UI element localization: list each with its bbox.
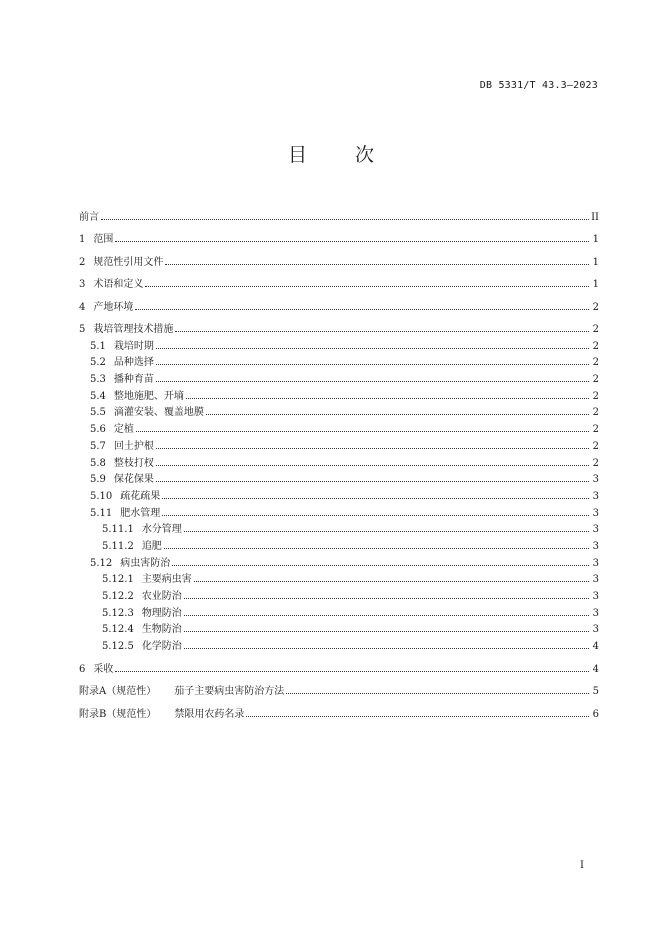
toc-entry-label xyxy=(90,420,134,435)
toc-entry-label xyxy=(79,660,113,675)
toc-entry-text: 栽培管理技术措施 xyxy=(93,324,174,335)
toc-entry[interactable] xyxy=(79,585,599,602)
toc-entry[interactable] xyxy=(79,535,599,552)
toc-entry[interactable] xyxy=(79,485,599,502)
table-of-contents xyxy=(79,200,599,720)
toc-entry-label xyxy=(102,537,162,552)
dot-leader xyxy=(184,630,589,632)
toc-entry-number: 6 xyxy=(79,663,86,675)
dot-leader xyxy=(156,447,589,449)
toc-entry-label xyxy=(79,298,133,313)
toc-entry[interactable] xyxy=(79,335,599,352)
toc-entry-page: 3 xyxy=(592,574,599,586)
toc-entry-number: 5.12.3 xyxy=(102,607,134,619)
dot-leader xyxy=(156,464,589,466)
toc-entry-page: 2 xyxy=(592,407,599,419)
toc-entry[interactable] xyxy=(79,675,599,698)
toc-entry-text: 前言 xyxy=(79,211,99,223)
toc-entry-page: 2 xyxy=(592,301,599,313)
toc-entry-page: 4 xyxy=(592,663,599,675)
toc-entry-text: 物理防治 xyxy=(141,607,182,619)
toc-entry-text: 生物防治 xyxy=(141,624,182,636)
toc-entry-label xyxy=(79,253,163,268)
toc-entry[interactable] xyxy=(79,245,599,268)
toc-entry-number: 4 xyxy=(79,301,86,313)
toc-entry-page: II xyxy=(591,211,599,223)
dot-leader xyxy=(115,240,589,242)
toc-entry-page: 2 xyxy=(592,390,599,402)
toc-entry-text: 术语和定义 xyxy=(93,279,144,290)
toc-entry-text: 疏花疏果 xyxy=(120,490,161,502)
toc-entry-label xyxy=(90,403,204,418)
dot-leader xyxy=(175,330,589,332)
toc-entry-number: 5.11.2 xyxy=(102,540,134,552)
toc-entry-text: 主要病虫害 xyxy=(141,574,192,586)
dot-leader xyxy=(194,580,589,582)
toc-entry[interactable] xyxy=(79,200,599,223)
toc-entry-text: 滴灌安装、覆盖地膜 xyxy=(113,407,204,419)
toc-entry[interactable] xyxy=(79,569,599,586)
toc-entry-label xyxy=(90,353,154,368)
dot-leader xyxy=(184,597,589,599)
toc-entry-text: 茄子主要病虫害防治方法 xyxy=(174,686,285,698)
toc-entry-label xyxy=(102,604,182,619)
toc-entry-number: 5.2 xyxy=(90,357,106,369)
toc-entry-label xyxy=(79,208,99,223)
toc-entry-page: 1 xyxy=(592,256,599,268)
toc-entry-text: 追肥 xyxy=(141,540,162,552)
toc-entry-label xyxy=(102,570,192,585)
toc-entry-label xyxy=(79,320,173,335)
dot-leader xyxy=(186,397,589,399)
toc-entry-page: 3 xyxy=(592,507,599,519)
toc-entry-page: 4 xyxy=(592,641,599,653)
dot-leader xyxy=(184,530,589,532)
toc-entry-number: 5.5 xyxy=(90,407,106,419)
toc-entry[interactable] xyxy=(79,519,599,536)
toc-entry-number: 附录A（规范性） xyxy=(79,686,157,698)
toc-entry-number: 5.4 xyxy=(90,390,106,402)
toc-entry-text: 定植 xyxy=(113,424,134,436)
toc-entry-label xyxy=(102,587,182,602)
toc-entry-text: 整地施肥、开墒 xyxy=(113,390,184,402)
toc-entry-number: 5.12 xyxy=(90,557,113,569)
toc-entry-page: 2 xyxy=(592,324,599,335)
toc-entry-text: 保花保果 xyxy=(113,474,154,486)
toc-entry-number: 5.7 xyxy=(90,440,106,452)
toc-entry-page: 6 xyxy=(592,708,599,720)
toc-entry-number: 5.3 xyxy=(90,374,106,386)
dot-leader xyxy=(136,430,589,432)
dot-leader xyxy=(165,263,589,265)
toc-entry-number: 5.11 xyxy=(90,507,113,519)
toc-entry-page: 1 xyxy=(592,234,599,245)
toc-entry[interactable] xyxy=(79,697,599,720)
toc-entry-text: 播种育苗 xyxy=(113,374,154,386)
toc-entry[interactable] xyxy=(79,602,599,619)
toc-entry-number: 5.12.1 xyxy=(102,574,134,586)
dot-leader xyxy=(184,647,589,649)
toc-entry-label xyxy=(90,470,154,485)
toc-entry-label xyxy=(102,620,182,635)
toc-entry-text: 农业防治 xyxy=(141,591,182,602)
toc-entry-page: 3 xyxy=(592,474,599,486)
toc-entry-number: 1 xyxy=(79,234,86,245)
toc-entry-label xyxy=(90,437,154,452)
dot-leader xyxy=(172,564,589,566)
toc-entry-number: 3 xyxy=(79,279,86,290)
toc-entry[interactable] xyxy=(79,619,599,636)
toc-entry-number: 5.12.2 xyxy=(102,591,134,602)
toc-entry-page: 3 xyxy=(592,524,599,536)
toc-entry[interactable] xyxy=(79,452,599,469)
dot-leader xyxy=(101,218,589,220)
toc-entry[interactable] xyxy=(79,368,599,385)
toc-entry-text: 品种选择 xyxy=(113,357,154,369)
toc-entry-label xyxy=(90,554,170,569)
toc-entry-page: 3 xyxy=(592,607,599,619)
toc-entry-text: 禁限用农药名录 xyxy=(174,708,245,720)
toc-entry-label xyxy=(90,370,154,385)
page-title: 目次 xyxy=(287,144,422,166)
toc-entry-page: 2 xyxy=(592,340,599,352)
dot-leader xyxy=(162,514,589,516)
toc-entry-page: 2 xyxy=(592,424,599,436)
toc-entry-number: 2 xyxy=(79,256,86,268)
toc-entry-label xyxy=(102,520,182,535)
toc-entry-page: 2 xyxy=(592,440,599,452)
toc-entry[interactable] xyxy=(79,385,599,402)
toc-entry-text: 范围 xyxy=(93,234,114,245)
dot-leader xyxy=(286,692,589,694)
toc-entry-text: 回土护根 xyxy=(113,440,154,452)
dot-leader xyxy=(115,670,589,672)
dot-leader xyxy=(184,614,589,616)
toc-entry-text: 规范性引用文件 xyxy=(93,256,164,268)
toc-entry-page: 1 xyxy=(592,279,599,290)
toc-entry[interactable] xyxy=(79,223,599,246)
toc-entry-label xyxy=(90,337,154,352)
toc-entry-text: 栽培时期 xyxy=(113,340,154,352)
dot-leader xyxy=(206,413,589,415)
toc-entry[interactable] xyxy=(79,290,599,313)
dot-leader xyxy=(156,380,589,382)
toc-entry-label xyxy=(79,705,244,720)
toc-entry-label xyxy=(90,454,154,469)
toc-entry-label xyxy=(79,230,113,245)
toc-entry-number: 5.8 xyxy=(90,457,106,469)
toc-entry-page: 3 xyxy=(592,490,599,502)
toc-entry[interactable] xyxy=(79,418,599,435)
toc-entry-page: 3 xyxy=(592,557,599,569)
dot-leader xyxy=(135,308,589,310)
toc-entry-label xyxy=(90,387,184,402)
dot-leader xyxy=(162,497,589,499)
toc-entry[interactable] xyxy=(79,313,599,336)
toc-entry[interactable] xyxy=(79,552,599,569)
toc-entry-number: 5.9 xyxy=(90,474,106,486)
toc-entry[interactable] xyxy=(79,352,599,369)
toc-entry-number: 5.12.5 xyxy=(102,641,134,653)
toc-entry-page: 2 xyxy=(592,457,599,469)
dot-leader xyxy=(246,715,589,717)
toc-entry-text: 产地环境 xyxy=(93,301,134,313)
toc-entry[interactable] xyxy=(79,435,599,452)
toc-entry-text: 整枝打杈 xyxy=(113,457,154,469)
toc-entry-label xyxy=(90,487,160,502)
toc-entry-page: 3 xyxy=(592,540,599,552)
dot-leader xyxy=(156,363,589,365)
dot-leader xyxy=(145,285,589,287)
dot-leader xyxy=(156,480,589,482)
toc-entry-label xyxy=(90,504,160,519)
toc-entry-text: 肥水管理 xyxy=(120,507,161,519)
toc-entry[interactable] xyxy=(79,635,599,652)
toc-entry-label xyxy=(79,275,143,290)
toc-entry-number: 5.12.4 xyxy=(102,624,134,636)
toc-entry-page: 5 xyxy=(592,686,599,698)
page-number: I xyxy=(580,860,584,871)
toc-entry-number: 5.11.1 xyxy=(102,524,134,536)
toc-entry-text: 化学防治 xyxy=(141,641,182,653)
dot-leader xyxy=(156,347,589,349)
toc-entry-page: 3 xyxy=(592,624,599,636)
toc-entry-text: 采收 xyxy=(93,663,114,675)
toc-entry[interactable] xyxy=(79,502,599,519)
toc-entry-number: 附录B（规范性） xyxy=(79,708,157,720)
toc-entry-number: 5.10 xyxy=(90,490,113,502)
toc-entry[interactable] xyxy=(79,652,599,675)
toc-entry[interactable] xyxy=(79,469,599,486)
document-code: DB 5331/T 43.3—2023 xyxy=(479,80,598,91)
toc-entry-page: 2 xyxy=(592,374,599,386)
toc-entry-page: 2 xyxy=(592,357,599,369)
toc-entry-number: 5 xyxy=(79,324,86,335)
toc-entry-page: 3 xyxy=(592,591,599,602)
toc-entry[interactable] xyxy=(79,268,599,291)
toc-entry-text: 病虫害防治 xyxy=(120,557,171,569)
dot-leader xyxy=(164,547,589,549)
toc-entry-text: 水分管理 xyxy=(141,524,182,536)
toc-entry-number: 5.6 xyxy=(90,424,106,436)
toc-entry[interactable] xyxy=(79,402,599,419)
toc-entry-number: 5.1 xyxy=(90,340,106,352)
toc-entry-label xyxy=(79,682,284,697)
toc-entry-label xyxy=(102,637,182,652)
